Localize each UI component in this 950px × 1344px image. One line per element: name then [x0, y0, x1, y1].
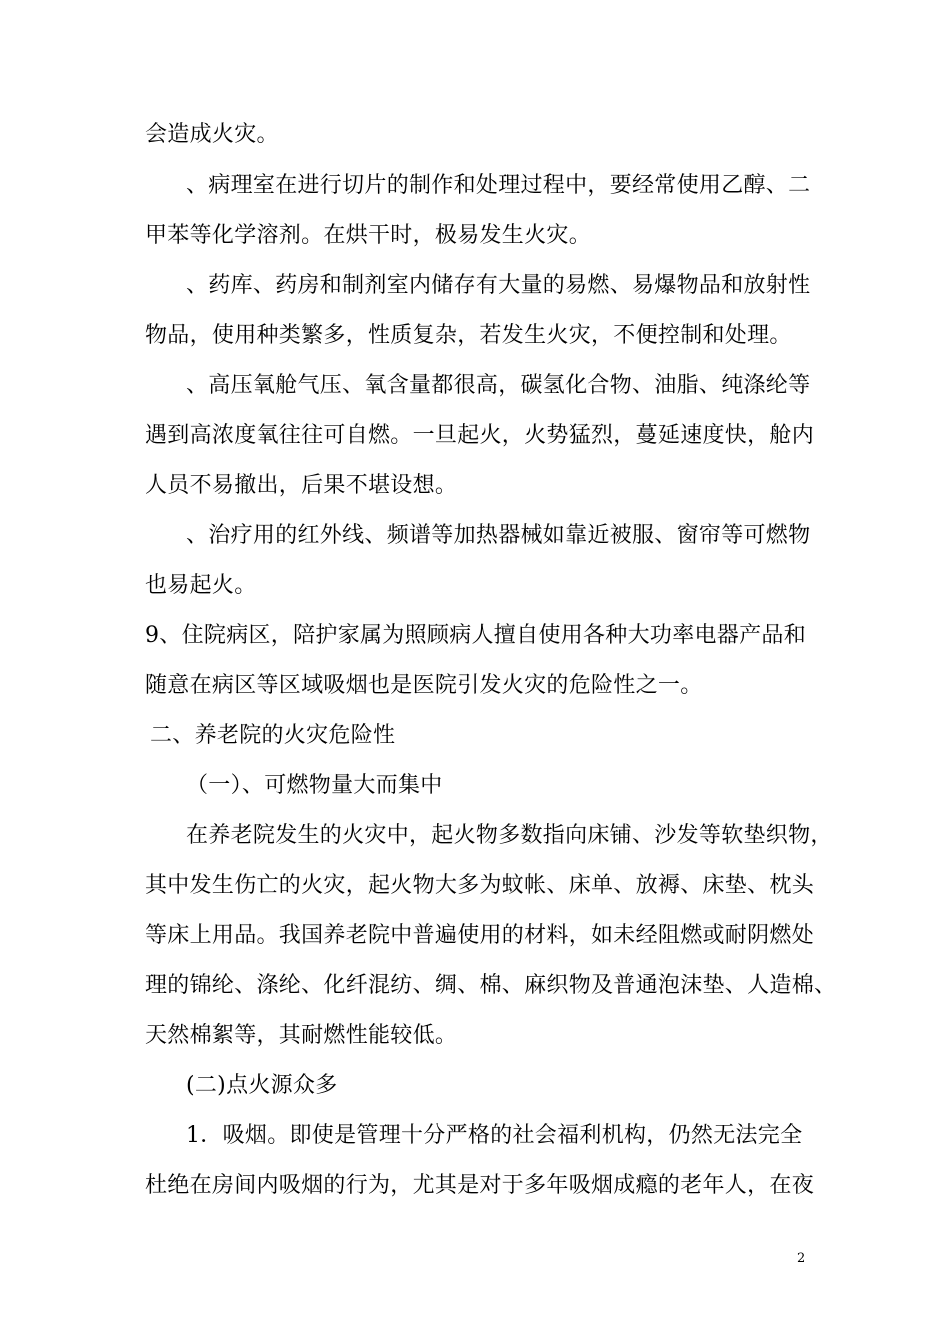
text-line: 随意在病区等区域吸烟也是医院引发火灾的危险性之一。 [145, 673, 703, 698]
text-line: 理的锦纶、涤纶、化纤混纺、绸、棉、麻织物及普通泡沫垫、人造棉、 [145, 973, 837, 998]
text-line: 也易起火。 [145, 573, 257, 598]
text-line: 甲苯等化学溶剂。在烘干时，极易发生火灾。 [145, 223, 592, 248]
text-line: 1．吸烟。即使是管理十分严格的社会福利机构，仍然无法完全 [186, 1123, 803, 1148]
text-line: 在养老院发生的火灾中，起火物多数指向床铺、沙发等软垫织物， [186, 823, 833, 848]
text-line: 9、住院病区，陪护家属为照顾病人擅自使用各种大功率电器产品和 [145, 623, 806, 648]
text-line: 、病理室在进行切片的制作和处理过程中，要经常使用乙醇、二 [186, 173, 811, 198]
subsection-heading: （一）、可燃物量大而集中 [186, 773, 443, 798]
section-heading: 二、养老院的火灾危险性 [150, 723, 396, 748]
text-line: 、治疗用的红外线、频谱等加热器械如靠近被服、窗帘等可燃物 [186, 523, 811, 548]
page-number: 2 [797, 1251, 806, 1266]
text-line: 会造成火灾。 [145, 122, 279, 147]
text-line: 遇到高浓度氧往往可自燃。一旦起火，火势猛烈，蔓延速度快，舱内 [145, 423, 815, 448]
subsection-heading: (二)点火源众多 [186, 1073, 338, 1098]
text-line: 、高压氧舱气压、氧含量都很高，碳氢化合物、油脂、纯涤纶等 [186, 373, 811, 398]
text-line: 物品，使用种类繁多，性质复杂，若发生火灾，不便控制和处理。 [145, 323, 792, 348]
text-line: 等床上用品。我国养老院中普遍使用的材料，如未经阻燃或耐阴燃处 [145, 923, 815, 948]
text-line: 杜绝在房间内吸烟的行为，尤其是对于多年吸烟成瘾的老年人，在夜 [145, 1173, 815, 1198]
text-line: 人员不易撤出，后果不堪设想。 [145, 473, 458, 498]
text-line: 其中发生伤亡的火灾，起火物大多为蚊帐、床单、放褥、床垫、枕头 [145, 873, 815, 898]
text-line: 天然棉絮等，其耐燃性能较低。 [145, 1023, 458, 1048]
text-line: 、药库、药房和制剂室内储存有大量的易燃、易爆物品和放射性 [186, 273, 811, 298]
